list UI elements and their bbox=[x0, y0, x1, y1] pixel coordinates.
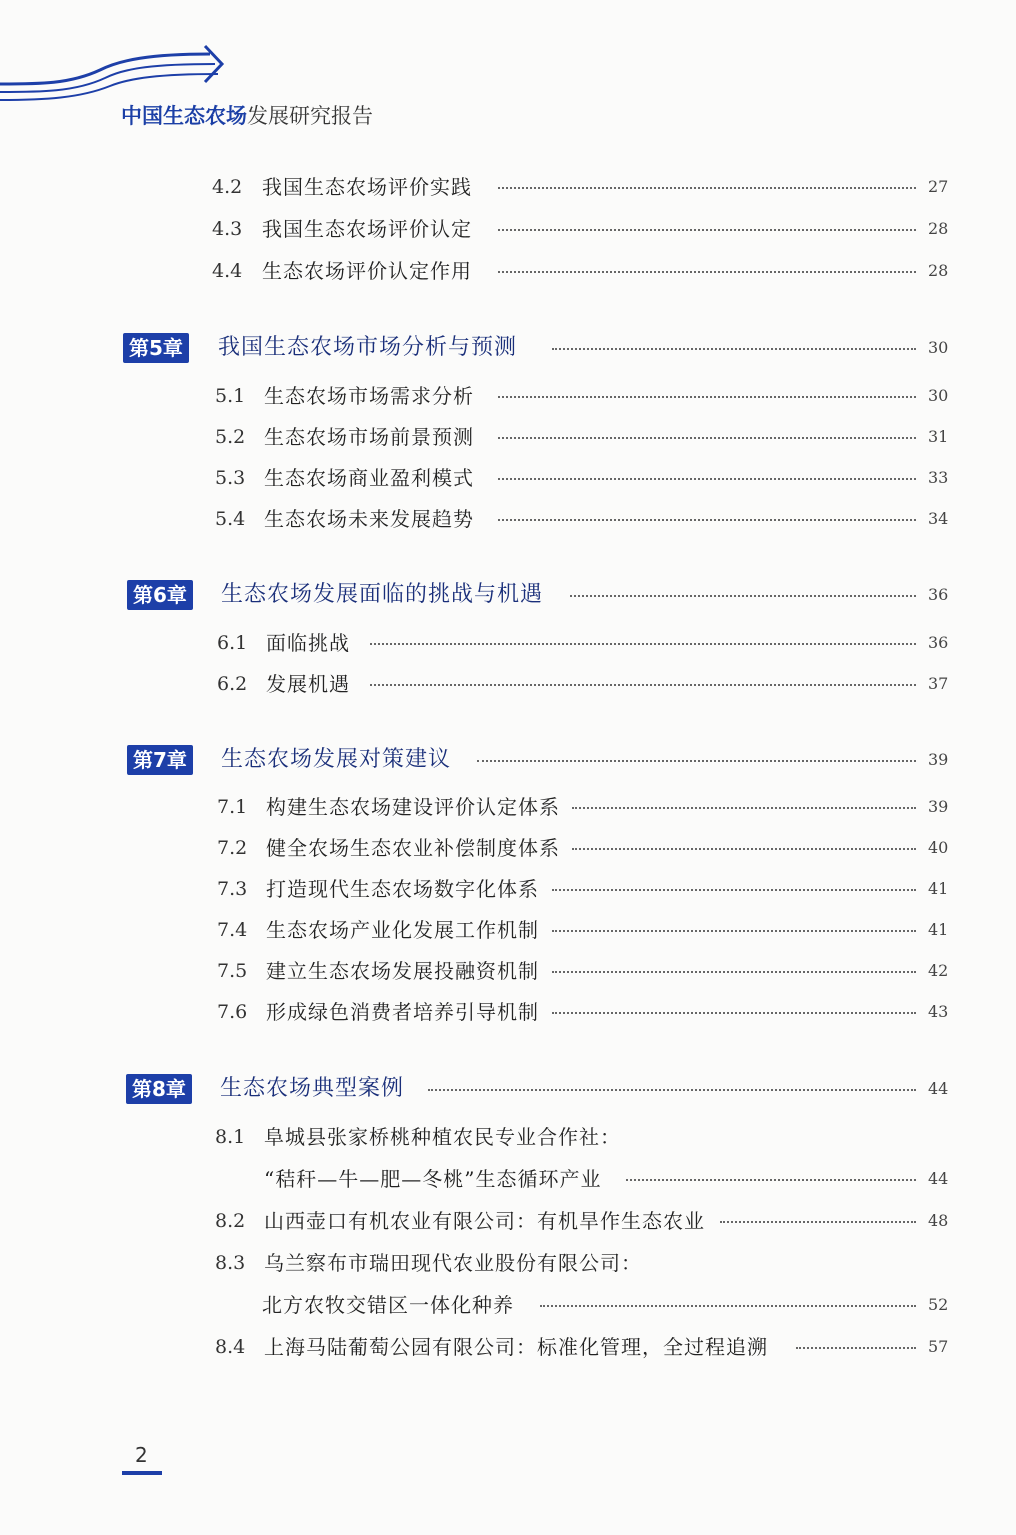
section-title: 生态农场市场需求分析 bbox=[264, 384, 474, 408]
section-title: 打造现代生态农场数字化体系 bbox=[266, 877, 539, 901]
section-title: 生态农场市场前景预测 bbox=[264, 425, 474, 449]
toc-entry[interactable] bbox=[0, 667, 1016, 701]
toc-entry[interactable] bbox=[0, 913, 1016, 947]
dot-leader bbox=[626, 1179, 916, 1181]
toc-entry-continuation[interactable] bbox=[0, 1162, 1016, 1196]
page-ref: 28 bbox=[928, 261, 949, 280]
dot-leader bbox=[498, 519, 916, 521]
section-title: 建立生态农场发展投融资机制 bbox=[266, 959, 539, 983]
section-number: 7.2 bbox=[217, 837, 248, 859]
dot-leader bbox=[720, 1221, 916, 1223]
section-number: 8.2 bbox=[215, 1210, 246, 1232]
page-ref: 37 bbox=[928, 674, 949, 693]
dot-leader bbox=[552, 889, 916, 891]
toc-entry[interactable] bbox=[0, 254, 1016, 288]
section-number: 5.4 bbox=[215, 508, 246, 530]
section-number: 4.3 bbox=[212, 218, 243, 240]
section-title: 生态农场产业化发展工作机制 bbox=[266, 918, 539, 942]
page-ref: 39 bbox=[928, 797, 949, 816]
section-title: 山西壶口有机农业有限公司：有机旱作生态农业 bbox=[264, 1209, 705, 1233]
dot-leader bbox=[428, 1089, 916, 1091]
section-number: 8.1 bbox=[215, 1126, 246, 1148]
dot-leader bbox=[370, 643, 916, 645]
page-ref: 36 bbox=[928, 585, 949, 604]
toc-entry[interactable] bbox=[0, 170, 1016, 204]
page-ref: 48 bbox=[928, 1211, 949, 1230]
dot-leader bbox=[498, 229, 916, 231]
toc-entry[interactable] bbox=[0, 420, 1016, 454]
page-ref: 34 bbox=[928, 509, 949, 528]
section-number: 7.4 bbox=[217, 919, 248, 941]
section-title: 我国生态农场评价实践 bbox=[262, 175, 472, 199]
toc-entry[interactable] bbox=[0, 954, 1016, 988]
page-ref: 42 bbox=[928, 961, 949, 980]
section-number: 7.6 bbox=[217, 1001, 248, 1023]
dot-leader bbox=[570, 595, 916, 597]
section-title: 我国生态农场评价认定 bbox=[262, 217, 472, 241]
page-ref: 30 bbox=[928, 338, 949, 357]
section-number: 5.3 bbox=[215, 467, 246, 489]
toc-entry[interactable] bbox=[0, 872, 1016, 906]
page-ref: 43 bbox=[928, 1002, 949, 1021]
toc-entry[interactable] bbox=[0, 1204, 1016, 1238]
toc-entry[interactable] bbox=[0, 502, 1016, 536]
toc-entry[interactable] bbox=[0, 995, 1016, 1029]
chapter-entry[interactable] bbox=[0, 743, 1016, 777]
dot-leader bbox=[370, 684, 916, 686]
chapter-badge: 第5章 bbox=[123, 333, 189, 363]
section-title-line2: “秸秆—牛—肥—冬桃”生态循环产业 bbox=[264, 1167, 602, 1191]
section-number: 6.2 bbox=[217, 673, 248, 695]
section-title: 生态农场商业盈利模式 bbox=[264, 466, 474, 490]
section-title: 生态农场未来发展趋势 bbox=[264, 507, 474, 531]
dot-leader bbox=[498, 271, 916, 273]
section-number: 6.1 bbox=[217, 632, 248, 654]
page-ref: 41 bbox=[928, 920, 949, 939]
toc-entry[interactable] bbox=[0, 1330, 1016, 1364]
chapter-title: 我国生态农场市场分析与预测 bbox=[218, 335, 518, 360]
page-ref: 39 bbox=[928, 750, 949, 769]
toc-entry-continuation[interactable] bbox=[0, 1288, 1016, 1322]
section-number: 7.5 bbox=[217, 960, 248, 982]
page-ref: 30 bbox=[928, 386, 949, 405]
page-ref: 57 bbox=[928, 1337, 949, 1356]
section-number: 8.3 bbox=[215, 1252, 246, 1274]
section-title: 面临挑战 bbox=[266, 631, 350, 655]
page-ref: 40 bbox=[928, 838, 949, 857]
section-title: 生态农场评价认定作用 bbox=[262, 259, 472, 283]
chapter-entry[interactable] bbox=[0, 578, 1016, 612]
section-title: 健全农场生态农业补偿制度体系 bbox=[266, 836, 560, 860]
dot-leader bbox=[552, 971, 916, 973]
dot-leader bbox=[552, 1012, 916, 1014]
page-ref: 28 bbox=[928, 219, 949, 238]
section-title: 构建生态农场建设评价认定体系 bbox=[266, 795, 560, 819]
dot-leader bbox=[477, 760, 916, 762]
header-brand: 中国生态农场 bbox=[121, 104, 247, 128]
toc-entry[interactable] bbox=[0, 1120, 1016, 1154]
chapter-badge: 第7章 bbox=[127, 745, 193, 775]
dot-leader bbox=[796, 1347, 916, 1349]
chapter-entry[interactable] bbox=[0, 331, 1016, 365]
page-number: 2 bbox=[135, 1443, 148, 1467]
page-number-underline bbox=[122, 1471, 162, 1475]
page-ref: 27 bbox=[928, 177, 949, 196]
section-number: 4.4 bbox=[212, 260, 243, 282]
dot-leader bbox=[572, 807, 916, 809]
dot-leader bbox=[552, 348, 916, 350]
toc-entry[interactable] bbox=[0, 790, 1016, 824]
page-ref: 44 bbox=[928, 1169, 949, 1188]
section-title-line1: 乌兰察布市瑞田现代农业股份有限公司： bbox=[264, 1251, 642, 1275]
section-number: 8.4 bbox=[215, 1336, 246, 1358]
page-ref: 41 bbox=[928, 879, 949, 898]
dot-leader bbox=[498, 187, 916, 189]
page-ref: 44 bbox=[928, 1079, 949, 1098]
chapter-badge: 第6章 bbox=[127, 580, 193, 610]
toc-entry[interactable] bbox=[0, 461, 1016, 495]
dot-leader bbox=[498, 437, 916, 439]
chapter-entry[interactable] bbox=[0, 1072, 1016, 1106]
section-title-line2: 北方农牧交错区一体化种养 bbox=[262, 1293, 514, 1317]
toc-entry[interactable] bbox=[0, 1246, 1016, 1280]
toc-entry[interactable] bbox=[0, 212, 1016, 246]
section-title: 发展机遇 bbox=[266, 672, 350, 696]
section-number: 7.3 bbox=[217, 878, 248, 900]
section-number: 5.1 bbox=[215, 385, 246, 407]
page-ref: 33 bbox=[928, 468, 949, 487]
toc-entry[interactable] bbox=[0, 626, 1016, 660]
section-title: 形成绿色消费者培养引导机制 bbox=[266, 1000, 539, 1024]
dot-leader bbox=[498, 478, 916, 480]
section-number: 7.1 bbox=[217, 796, 248, 818]
section-number: 5.2 bbox=[215, 426, 246, 448]
toc-entry[interactable] bbox=[0, 379, 1016, 413]
dot-leader bbox=[540, 1305, 916, 1307]
chapter-badge: 第8章 bbox=[126, 1074, 192, 1104]
chapter-title: 生态农场发展对策建议 bbox=[221, 747, 452, 772]
page-ref: 31 bbox=[928, 427, 949, 446]
dot-leader bbox=[572, 848, 916, 850]
section-title-line1: 阜城县张家桥桃种植农民专业合作社： bbox=[264, 1125, 621, 1149]
section-title: 上海马陆葡萄公园有限公司：标准化管理，全过程追溯 bbox=[264, 1335, 768, 1359]
chapter-title: 生态农场发展面临的挑战与机遇 bbox=[221, 582, 544, 607]
dot-leader bbox=[498, 396, 916, 398]
section-number: 4.2 bbox=[212, 176, 243, 198]
page-ref: 36 bbox=[928, 633, 949, 652]
header-subtitle: 发展研究报告 bbox=[247, 104, 373, 128]
chapter-title: 生态农场典型案例 bbox=[220, 1076, 405, 1101]
toc-entry[interactable] bbox=[0, 831, 1016, 865]
dot-leader bbox=[552, 930, 916, 932]
page-ref: 52 bbox=[928, 1295, 949, 1314]
